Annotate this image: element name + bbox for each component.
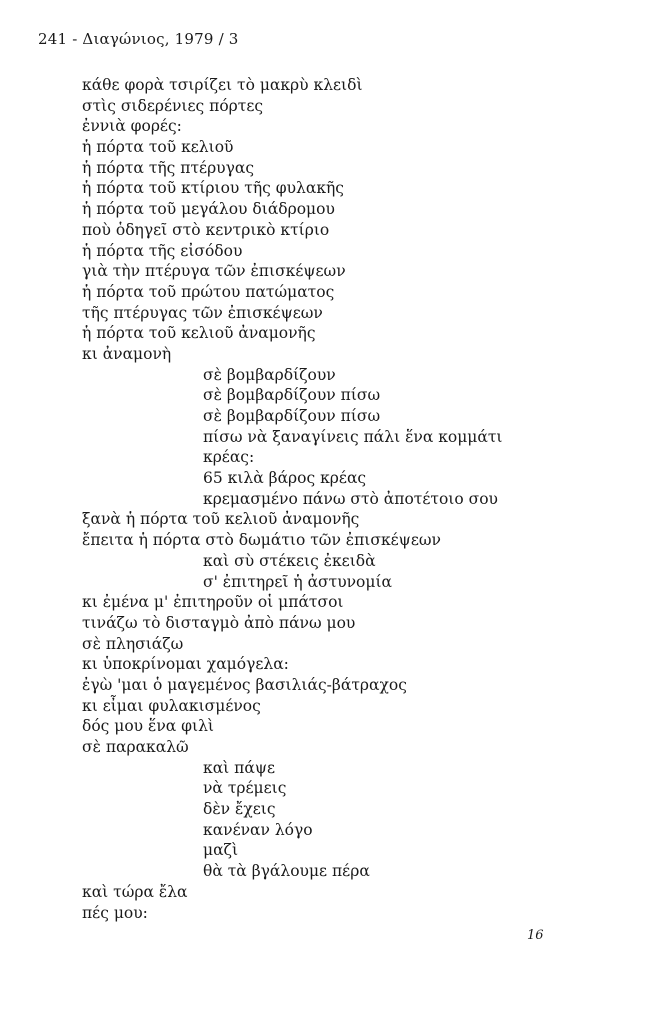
poem-line: ἔπειτα ἡ πόρτα στὸ δωμάτιο τῶν ἐπισκέψεων — [82, 531, 441, 550]
poem-line: κι ἀναμονὴ — [82, 344, 172, 363]
poem-line: δός μου ἕνα φιλὶ — [82, 717, 214, 736]
poem-line: σὲ πλησιάζω — [82, 634, 184, 653]
poem-line: ποὺ ὁδηγεῖ στὸ κεντρικὸ κτίριο — [82, 220, 330, 239]
poem-line: κάθε φορὰ τσιρίζει τὸ μακρὺ κλειδὶ — [82, 76, 363, 94]
poem-line-indented: δὲν ἔχεις — [203, 800, 276, 819]
poem-line-indented: σὲ βομβαρδίζουν πίσω — [203, 407, 381, 425]
poem-line: ἡ πόρτα τοῦ κελιοῦ — [82, 138, 234, 157]
poem-line-indented: μαζὶ — [203, 841, 239, 860]
poem-line: ἡ πόρτα τοῦ πρώτου πατώματος — [82, 282, 335, 301]
poem-line: σὲ παρακαλῶ — [82, 738, 189, 756]
poem-line-indented: πίσω νὰ ξαναγίνεις πάλι ἕνα κομμάτι — [203, 427, 503, 446]
poem-line: ἐγὼ 'μαι ὁ μαγεμένος βασιλιάς-βάτραχος — [82, 675, 407, 694]
poem-line: κι ἐμένα μ' ἐπιτηροῦν οἱ μπάτσοι — [82, 593, 344, 612]
poem-line: ἡ πόρτα τοῦ κτίριου τῆς φυλακῆς — [82, 179, 344, 198]
poem-line: ἐννιὰ φορές: — [82, 117, 182, 136]
poem-line-indented: σὲ βομβαρδίζουν πίσω — [203, 386, 381, 405]
poem-line: ἡ πόρτα τῆς πτέρυγας — [82, 158, 255, 177]
poem-line-indented: σ' ἐπιτηρεῖ ἡ ἀστυνομία — [203, 572, 392, 591]
poem-line: κι ὑποκρίνομαι χαμόγελα: — [82, 655, 289, 674]
poem-line-indented: σὲ βομβαρδίζουν — [203, 365, 336, 384]
poem-line-indented: κρεμασμένο πάνω στὸ ἀποτέτοιο σου — [203, 489, 498, 508]
poem-line: ἡ πόρτα τοῦ κελιοῦ ἀναμονῆς — [82, 324, 316, 343]
poem-line: ἡ πόρτα τοῦ μεγάλου διάδρομου — [82, 200, 335, 219]
poem-line: ἡ πόρτα τῆς εἰσόδου — [82, 241, 243, 260]
poem-line: στὶς σιδερένιες πόρτες — [82, 96, 264, 115]
poem-line: γιὰ τὴν πτέρυγα τῶν ἐπισκέψεων — [82, 262, 346, 281]
page-header: 241 - Διαγώνιος, 1979 / 3 — [38, 30, 239, 48]
page-number: 16 — [527, 928, 544, 943]
poem-line-indented: κανέναν λόγο — [203, 820, 313, 839]
poem-line-indented: θὰ τὰ βγάλουμε πέρα — [203, 862, 370, 881]
poem-line: ξανὰ ἡ πόρτα τοῦ κελιοῦ ἀναμονῆς — [82, 510, 360, 529]
poem-line: καὶ τώρα ἔλα — [82, 882, 188, 901]
poem-line: τῆς πτέρυγας τῶν ἐπισκέψεων — [82, 303, 323, 322]
poem-line-indented: 65 κιλὰ βάρος κρέας — [203, 469, 367, 488]
poem-line: τινάζω τὸ δισταγμὸ ἀπὸ πάνω μου — [82, 613, 356, 632]
poem-line-indented: νὰ τρέμεις — [203, 779, 287, 798]
poem-line: πές μου: — [82, 903, 148, 922]
poem-line-indented: κρέας: — [203, 448, 255, 467]
poem-line-indented: καὶ πάψε — [203, 758, 275, 777]
poem-line-indented: καὶ σὺ στέκεις ἐκειδὰ — [203, 551, 376, 570]
poem-body — [82, 75, 622, 923]
poem-line: κι εἶμαι φυλακισμένος — [82, 696, 261, 715]
